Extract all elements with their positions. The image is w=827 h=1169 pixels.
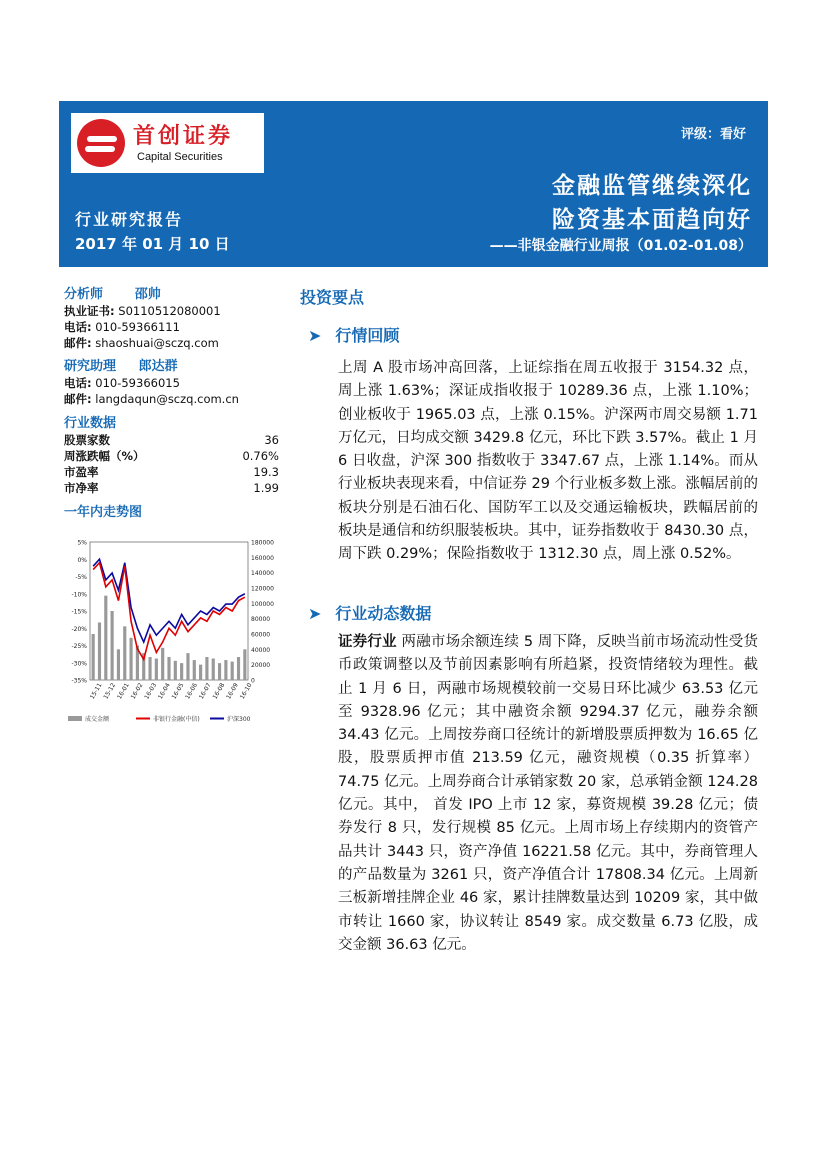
volume-bar [218, 663, 221, 680]
industry-lead: 证券行业 [338, 634, 397, 650]
volume-bar [167, 657, 170, 680]
x-tick-label: 16-10 [238, 681, 254, 701]
volume-bar [161, 648, 164, 680]
analyst-cert [64, 303, 279, 319]
section-industry-data [308, 601, 431, 624]
volume-bar [180, 663, 183, 680]
volume-bar [212, 659, 215, 680]
volume-bar [92, 634, 95, 680]
analyst-phone [64, 319, 279, 335]
volume-bar [123, 626, 126, 680]
industry-key: 市净率 [64, 481, 99, 495]
analyst-heading [64, 287, 279, 303]
analyst-email [64, 335, 279, 351]
x-tick-label: 16-08 [211, 681, 227, 701]
market-review-text: 上周 A 股市场冲高回落，上证综指在周五收报于 3154.32 点，周上涨 1.63%；深证成指收报于 10289.36 点，上涨 1.10%；创业板收于 1965.03 点，上涨 0.15%。沪深两市周交易额 1.71 万亿元，日均成交额 3429.8 亿元，环比下跌 3.57%。截止 1 月 6 日收盘，沪深 300 指数收于 3347.67 点，上涨 1.14%。而从行业板块表现来看，中信证券 29 个行业板多数上涨。涨幅居前的板块分别是石油石化、国防军工以及交通运输板块，跌幅居前的板块是通信和纺织服装板块。其中，证券指数收于 8430.30 点，周下跌 0.29%；保险指数收于 1312.30 点，周上涨 0.52%。 [338, 360, 758, 563]
industry-value: 19.3 [253, 465, 279, 479]
volume-bar [186, 653, 189, 680]
company-logo [71, 113, 264, 173]
industry-row [64, 480, 279, 496]
y-right-tick-label: 120000 [251, 585, 274, 593]
legend-label: 成交金额 [85, 716, 110, 723]
industry-body: 两融市场余额连续 5 周下降，反映当前市场流动性受货币政策调整以及节前因素影响有所趋紧，投资情绪较为理性。截止 1 月 6 日，两融市场规模较前一交易日环比减少 63.53 亿元至 9328.96 亿元；其中融资余额 9294.37 亿元，融券余额 34.43 亿元。上周按券商口径统计的新增股票质押数为 16.65 亿股，股票质押市值 213.59 亿元，融资规模（0.35 折算率）74.75 亿元。上周券商合计承销家数 20 家，总承销金额 124.28 亿元。其中， 首发 IPO 上市 12 家，募资规模 39.28 亿元；债券发行 8 只，发行规模 85 亿元。上周市场上存续期内的资管产品共计 3443 只，资产净值 16221.58 亿元。其中，券商管理人的产品数量为 3261 只，资产净值合计 17808.34 亿元。上周新三板新增挂牌企业 46 家，累计挂牌数量达到 10209 家，其中做市转让 1660 家，协议转让 8549 家。成交数量 6.73 亿股，成交金额 36.63 亿元。 [338, 634, 758, 953]
industry-value: 0.76% [242, 449, 279, 463]
industry-heading: 行业数据 [64, 416, 117, 431]
industry-value: 1.99 [253, 481, 279, 495]
volume-bar [199, 665, 202, 680]
legend-label: 沪深300 [227, 716, 251, 723]
assistant-name: 郎达群 [138, 359, 178, 374]
analyst-name: 邵帅 [134, 287, 161, 302]
phone-value: 010-59366015 [95, 376, 180, 390]
report-date: 2017 年 01 月 10 日 [75, 235, 230, 253]
y-left-tick-label: -30% [71, 660, 87, 668]
y-right-tick-label: 160000 [251, 554, 274, 562]
report-header [59, 101, 768, 267]
y-left-tick-label: -35% [71, 677, 87, 685]
y-left-tick-label: 0% [77, 556, 87, 564]
volume-bar [98, 623, 101, 681]
volume-bar [130, 638, 133, 680]
trend-chart-svg [64, 532, 279, 732]
arrow-right-icon: ➤ [308, 326, 322, 345]
phone-value: 010-59366111 [95, 320, 180, 334]
volume-bar [243, 649, 246, 680]
logo-english-name: Capital Securities [137, 151, 223, 163]
volume-bar [193, 660, 196, 680]
report-subtitle: ——非银金融行业周报（01.02-01.08） [489, 238, 752, 254]
x-tick-label: 16-02 [129, 681, 145, 701]
x-tick-label: 16-01 [116, 681, 131, 701]
y-right-tick-label: 180000 [251, 539, 274, 547]
title-line-2: 险资基本面趋向好 [552, 206, 752, 233]
legend-swatch [68, 716, 82, 721]
chart-title: 一年内走势图 [64, 505, 143, 520]
email-label: 邮件: [64, 336, 92, 350]
volume-bar [205, 657, 208, 680]
x-tick-label: 16-06 [184, 681, 200, 701]
arrow-right-icon: ➤ [308, 604, 322, 623]
phone-label: 电话: [64, 376, 92, 390]
section-title: 行业动态数据 [335, 604, 432, 623]
trend-chart [64, 532, 279, 732]
volume-bar [231, 662, 234, 680]
x-tick-label: 15-11 [88, 681, 104, 701]
main-content [300, 285, 770, 953]
analyst-title: 分析师 [64, 287, 104, 302]
industry-value: 36 [264, 433, 279, 447]
y-right-tick-label: 0 [251, 677, 255, 685]
assistant-title: 研究助理 [64, 359, 117, 374]
industry-key: 股票家数 [64, 433, 110, 447]
main-heading: 投资要点 [300, 288, 365, 307]
volume-bar [104, 596, 107, 680]
legend-label: 非银行金融(中信) [153, 716, 200, 723]
logo-chinese-name: 首创证券 [133, 123, 234, 149]
y-right-tick-label: 140000 [251, 570, 274, 578]
industry-key: 周涨跌幅（%） [64, 449, 145, 463]
phone-label: 电话: [64, 320, 92, 334]
y-left-tick-label: -5% [75, 574, 87, 581]
assistant-phone [64, 375, 279, 391]
volume-bar [174, 661, 177, 680]
industry-row [64, 448, 279, 464]
volume-bar [117, 649, 120, 680]
y-right-tick-label: 20000 [251, 662, 271, 670]
industry-data-text [338, 631, 758, 957]
volume-bar [237, 657, 240, 680]
y-left-tick-label: -20% [71, 625, 87, 633]
title-line-1: 金融监管继续深化 [552, 172, 752, 199]
x-tick-label: 16-04 [156, 681, 172, 701]
rating: 评级：看好 [680, 127, 746, 142]
series-line-nonbank [93, 563, 245, 660]
y-left-tick-label: -15% [71, 608, 87, 616]
email-label: 邮件: [64, 392, 92, 406]
x-tick-label: 16-07 [197, 681, 213, 701]
section-market-review [308, 323, 399, 346]
section-title: 行情回顾 [335, 326, 400, 345]
email-value: shaoshuai@sczq.com [95, 336, 219, 350]
x-tick-label: 16-09 [225, 681, 240, 701]
x-tick-label: 16-05 [170, 681, 186, 701]
volume-bar [224, 660, 227, 680]
logo-mark-icon [77, 119, 125, 167]
volume-bar [155, 659, 158, 680]
assistant-heading [64, 359, 279, 375]
y-right-tick-label: 60000 [251, 631, 271, 639]
y-left-tick-label: -25% [71, 643, 87, 650]
y-left-tick-label: 5% [77, 539, 87, 547]
y-right-tick-label: 40000 [251, 646, 271, 654]
y-left-tick-label: -10% [71, 591, 87, 599]
volume-bar [148, 657, 151, 680]
cert-label: 执业证书: [64, 304, 115, 318]
volume-bar [111, 611, 114, 680]
cert-value: S0110512080001 [118, 304, 221, 318]
industry-row [64, 432, 279, 448]
industry-row [64, 464, 279, 480]
y-right-tick-label: 100000 [251, 600, 274, 608]
x-tick-label: 16-03 [143, 681, 159, 701]
x-tick-label: 15-12 [102, 681, 118, 701]
y-right-tick-label: 80000 [251, 616, 271, 624]
assistant-email [64, 391, 279, 407]
industry-key: 市盈率 [64, 465, 99, 479]
sidebar [64, 287, 279, 521]
email-value: langdaqun@sczq.com.cn [95, 392, 239, 406]
report-type: 行业研究报告 [75, 210, 184, 229]
